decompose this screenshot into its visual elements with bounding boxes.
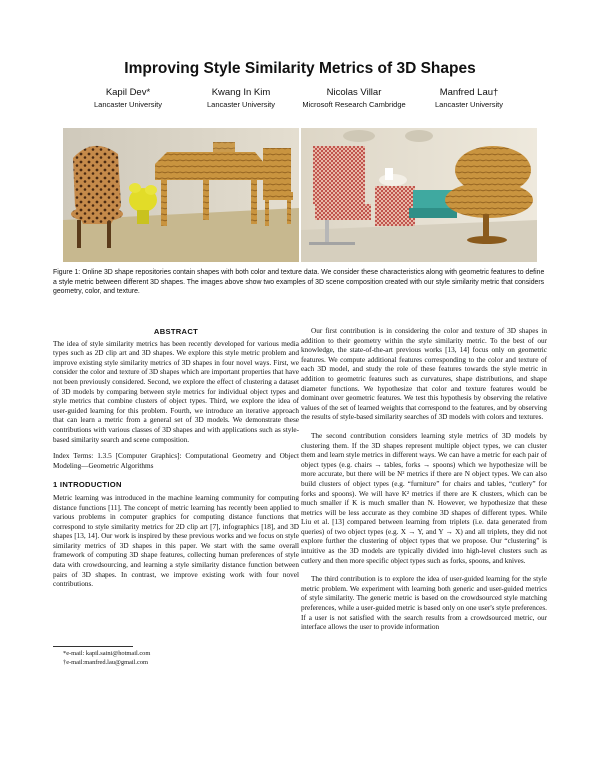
paragraph: The third contribution is to explore the idea of user-guided learning for the style metric problem. We experiment with learning both generic and user-guided metrics of style similarity. The generic metric is based on the crowdsourced style matching preferences, while a user-guided metric is based only on one user's style preferences. If a user is not satisfied with the search results from a crowdsourced metric, our interface allows the user to provide information (301, 575, 547, 632)
author-affiliation: Lancaster University (207, 100, 275, 109)
footnote-rule (53, 646, 133, 647)
left-column (53, 327, 299, 590)
footnotes (53, 650, 299, 667)
abstract-heading: ABSTRACT (153, 327, 199, 336)
paragraph: Our first contribution is in considering the color and texture of 3D shapes in addition to their geometry within the style similarity metric. To the best of our knowledge, the state-of-the-art previous works [13, 14] focus only on geometric features. We compute additional features corresponding to the color and texture of each 3D model, and study the role of these features towards the style metric in addition to geometric features such as curvatures, shape distributions, and shape diameter functions. We hypothesize that color and texture features would be dominant over geometric features. We test this hypothesis by observing the relative values of the set of learned weights that correspond to the features, and by observing the results of style-based similarity searches of 3D models with colors and textures. (301, 327, 547, 422)
author-name: Kapil Dev* (105, 87, 151, 98)
footnote: †e-mail:manfred.lau@gmail.com (63, 658, 149, 666)
paragraph: The second contribution considers learning style metrics of 3D models by clustering them. If the 3D shapes represent multiple object types, we can cluster them and learn style metrics in different ways. We can have a metric for each pair of object types (e.g. chairs → tables, forks → spoons) which we hypothesize will be more accurate, but there will be N² metrics if there are N object types. We can also build clusters of object types (e.g. “furniture” for chairs and tables, “cutlery” for forks and spoons). We will have K² metrics if there are K clusters, which can be much smaller if K is much smaller than N. However, we hypothesize that these metrics will be less accurate as they combine 3D shapes of different types. While Liu et al. [13] compared between learning from triplets (i.e. data generated from queries) of two object types (e.g. X → Y, and Y → X) and all triplets, they did not explore further the clustering of object types that we propose. Our “clustering” is intuitive as the 3D models are typically divided into high-level clusters such as cutlery and then more specific object types such as forks, spoons, and knives. (301, 431, 547, 565)
figure-caption: Figure 1: Online 3D shape repositories contain shapes with both color and texture data. We consider these characteristics along with geometric features to define a style metric between different 3D shapes. The images above show two examples of 3D scene composition created with our style similarity metric that considers geometry, color, and texture. (53, 269, 545, 295)
index-terms: Index Terms: 1.3.5 [Computer Graphics]: Computational Geometry and Object Modeling—Geometric Algorithms (53, 452, 299, 470)
author-4 (394, 87, 544, 109)
teaser-image (63, 128, 537, 262)
author-name: Kwang In Kim (211, 87, 271, 98)
author-affiliation: Lancaster University (94, 100, 162, 109)
author-name: Manfred Lau† (439, 87, 499, 98)
author-affiliation: Lancaster University (435, 100, 503, 109)
intro-paragraph: Metric learning was introduced in the machine learning community for computing distance functions [11]. The concept of metric learning has recently been applied to various problems in computer graphics for computing distance functions that correspond to style similarity metrics for 2D clip art [7], infographics [18], and 3D shapes [13, 14]. Our work is inspired by these previous works and we focus on style similarity metrics of 3D shapes in this paper. We start with the same overall framework of computing 3D shape features, collecting human preferences of style data with crowdsourcing, and learning a style similarity distance function between pairs of 3D shapes. In contrast, we improve existing work with four novel contributions. (53, 493, 299, 589)
paper-title: Improving Style Similarity Metrics of 3D Shapes (124, 60, 476, 77)
teaser-figure (63, 128, 537, 262)
right-column (301, 327, 547, 633)
abstract-text: The idea of style similarity metrics has been recently developed for various media types such as 2D clip art and 3D shapes. We explore this style metric problem and improve existing style similarity metrics of 3D shapes in four novel ways. First, we consider the color and texture of 3D shapes which are important properties that have not been previously considered. Second, we explore the effect of clustering a dataset of 3D models by comparing between style metrics for individual object types and style metrics that combine clusters of object types. Third, we explore the idea of user-guided learning for this problem. Fourth, we introduce an iterative approach that can learn a metric from a general set of 3D models. We demonstrate these contributions with various classes of 3D shapes and with applications such as style-based similarity search and scene composition. (53, 339, 299, 444)
section-heading: 1 INTRODUCTION (53, 480, 122, 490)
author-name: Nicolas Villar (326, 87, 382, 98)
footnote: *e-mail: kapil.saini@hotmail.com (63, 650, 151, 657)
author-affiliation: Microsoft Research Cambridge (302, 100, 406, 109)
